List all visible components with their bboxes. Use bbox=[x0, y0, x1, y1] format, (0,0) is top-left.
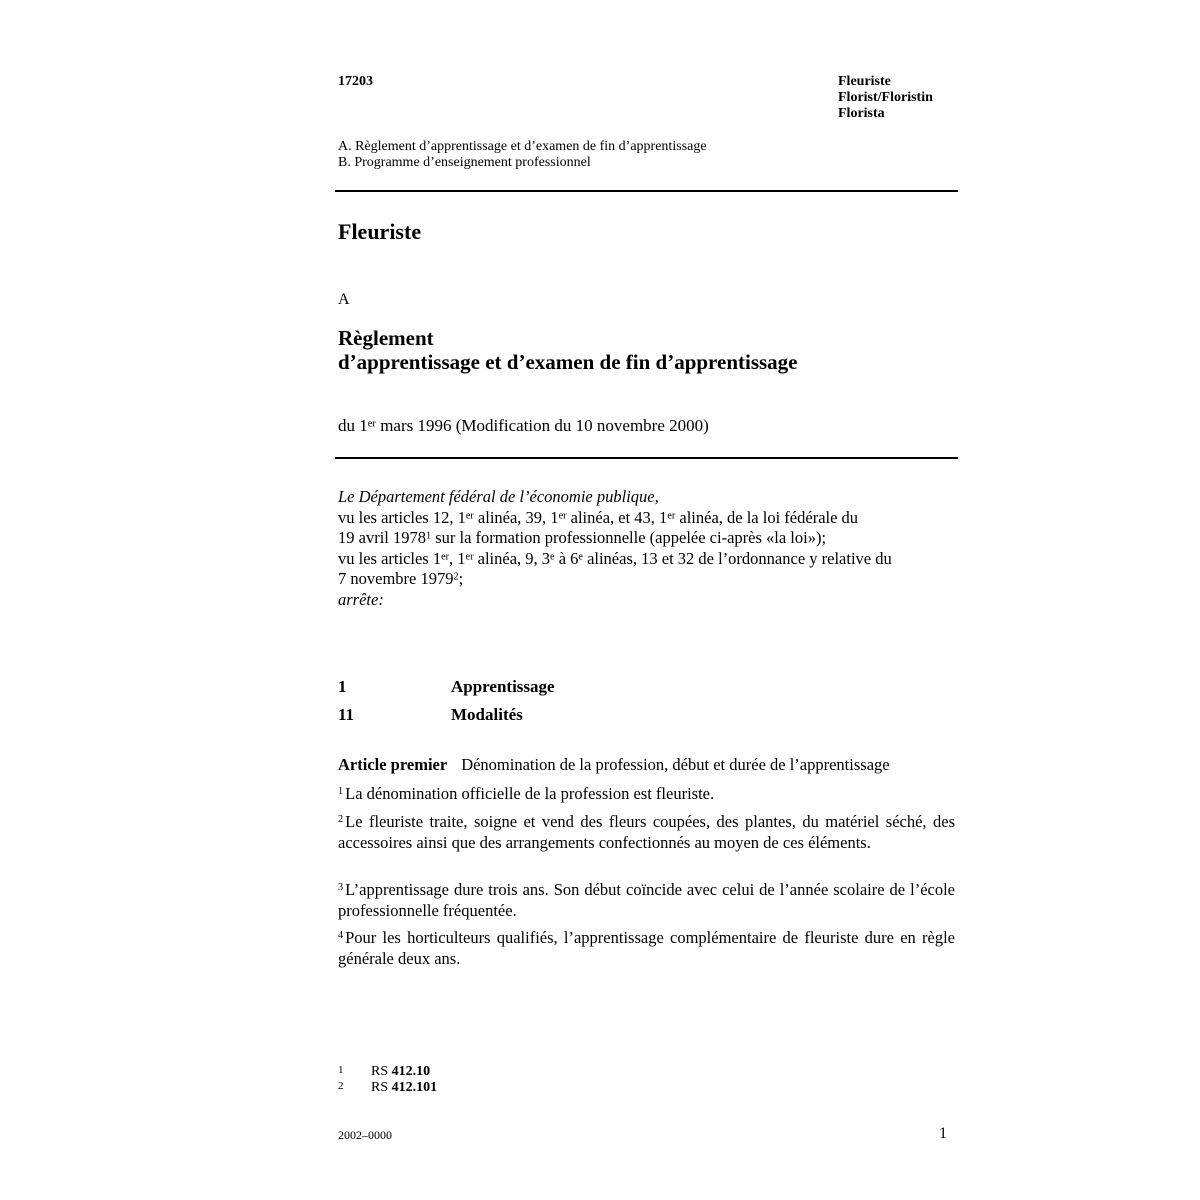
article-paragraph: $^1$ La dénomination officielle de la profession est fleuriste. bbox=[338, 784, 715, 803]
section-number: 11 bbox=[338, 705, 355, 724]
article-paragraph: $^2$ Le fleuriste traite, soigne et vend des fleurs coupées, des plantes, du matériel séché, des accessoires ainsi que des arrangements confectionnés au moyen de ces éléments. bbox=[338, 812, 955, 852]
horizontal-rule bbox=[335, 457, 958, 459]
title-italian: Florista bbox=[838, 106, 885, 121]
footnote-ref: 1 bbox=[426, 530, 432, 542]
title-french: Fleuriste bbox=[838, 74, 891, 89]
page-title: Fleuriste bbox=[338, 219, 422, 244]
regulation-title-line2: d’apprentissage et d’examen de fin d’apprentissage bbox=[338, 350, 798, 374]
footer-code: 2002–0000 bbox=[338, 1128, 392, 1142]
contents-item-b: B. Programme d’enseignement professionnel bbox=[338, 155, 591, 170]
preamble-line: vu les articles 1er, 1er alinéa, 9, 3e à 6e alinéas, 13 et 32 de l’ordonnance y relative du bbox=[338, 548, 892, 568]
footnote-ref: 2 bbox=[453, 571, 459, 583]
profession-titles bbox=[838, 74, 933, 122]
preamble-line: 7 novembre 1979$^2$; bbox=[338, 569, 464, 588]
preamble-line: 19 avril 1978$^1$ sur la formation professionnelle (appelée ci-après «la loi»); bbox=[338, 528, 827, 547]
contents-item-a: A. Règlement d’apprentissage et d’examen de fin d’apprentissage bbox=[338, 139, 707, 154]
section-title: Apprentissage bbox=[451, 677, 555, 696]
article-label: Article premier bbox=[338, 755, 448, 774]
article-title: Dénomination de la profession, début et durée de l’apprentissage bbox=[461, 755, 890, 774]
preamble-decree: arrête: bbox=[338, 589, 384, 609]
document-number: 17203 bbox=[338, 74, 373, 89]
contents-list bbox=[338, 139, 707, 171]
horizontal-rule bbox=[335, 190, 958, 192]
part-letter: A bbox=[338, 291, 350, 308]
regulation-title-line1: Règlement bbox=[338, 326, 434, 350]
article-paragraph: $^4$ Pour les horticulteurs qualifiés, l’apprentissage complémentaire de fleuriste dure en règle générale deux ans. bbox=[338, 928, 955, 968]
regulation-date: du 1er mars 1996 (Modification du 10 novembre 2000) bbox=[338, 416, 709, 435]
preamble-line: vu les articles 12, 1er alinéa, 39, 1er alinéa, et 43, 1er alinéa, de la loi fédérale du bbox=[338, 507, 859, 527]
section-number: 1 bbox=[338, 677, 347, 696]
article-heading bbox=[338, 755, 890, 775]
article-paragraph: $^3$ L’apprentissage dure trois ans. Son début coïncide avec celui de l’année scolaire de l’école professionnelle fréquentée. bbox=[338, 880, 955, 920]
page-number: 1 bbox=[939, 1125, 947, 1142]
preamble bbox=[338, 487, 958, 610]
preamble-authority: Le Département fédéral de l’économie publique, bbox=[338, 487, 659, 506]
section-title: Modalités bbox=[451, 705, 523, 724]
title-german: Florist/Floristin bbox=[838, 90, 933, 105]
regulation-title bbox=[338, 326, 798, 374]
